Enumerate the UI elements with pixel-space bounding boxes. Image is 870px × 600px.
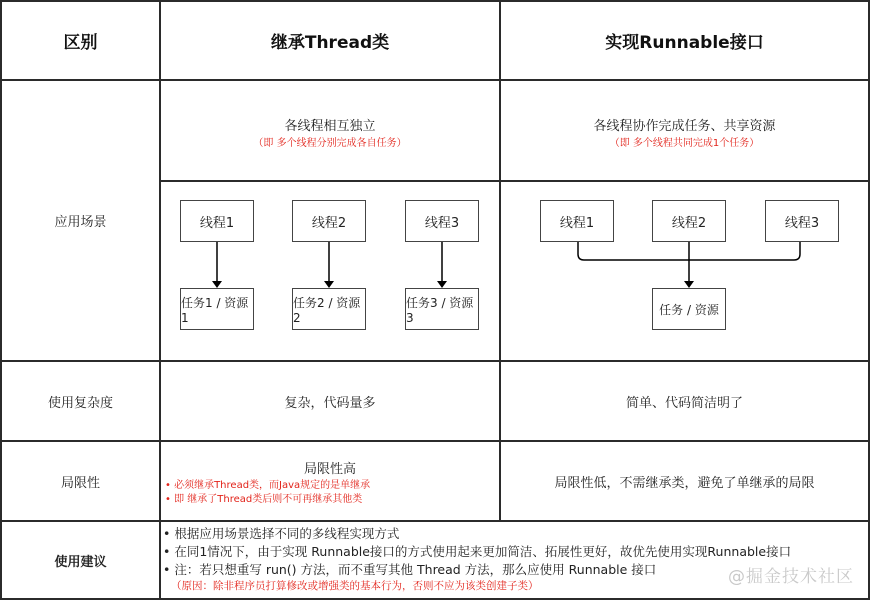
arrowhead-3 [437, 281, 447, 288]
advice-bullet-3-note: （原因：除非程序员打算修改或增强类的基本行为，否则不应为该类创建子类） [171, 580, 539, 592]
watermark: @掘金技术社区 [728, 567, 854, 587]
limitation-thread-main: 局限性高 [303, 462, 356, 477]
runnable-arrowhead [684, 281, 694, 288]
thread-box-1: 线程1 [180, 200, 254, 242]
shared-task-box: 任务 / 资源 [652, 288, 726, 330]
task-box-1: 任务1 / 资源1 [180, 288, 254, 330]
advice-bullet-1: • 根据应用场景选择不同的多线程实现方式 [163, 526, 400, 541]
arrowhead-2 [324, 281, 334, 288]
task-box-2: 任务2 / 资源2 [292, 288, 366, 330]
scenario-runnable-main: 各线程协作完成任务、共享资源 [593, 119, 776, 134]
complexity-runnable: 简单、代码简洁明了 [625, 395, 743, 411]
scenario-thread-main: 各线程相互独立 [284, 119, 376, 134]
limitation-runnable: 局限性低，不需继承类，避免了单继承的局限 [554, 475, 815, 491]
advice-bullet-2: • 在同1情况下，由于实现 Runnable接口的方式使用起来更加简洁、拓展性更好，故优先使用实现Runnable接口 [163, 544, 792, 559]
arrowhead-1 [212, 281, 222, 288]
complexity-thread: 复杂，代码量多 [284, 395, 376, 411]
scenario-runnable-note: （即 多个线程共同完成1个任务） [609, 138, 760, 149]
limitation-thread-note-2: • 即 继承了Thread类后则不可再继承其他类 [165, 494, 363, 505]
header-thread: 继承Thread类 [270, 33, 390, 53]
limitation-thread-note-1: • 必须继承Thread类，而Java规定的是单继承 [165, 480, 371, 491]
row-label-complexity: 使用复杂度 [47, 395, 113, 411]
runnable-thread-box-3: 线程3 [765, 200, 839, 242]
row-label-limitation: 局限性 [60, 475, 100, 491]
thread-box-2: 线程2 [292, 200, 366, 242]
thread-box-3: 线程3 [405, 200, 479, 242]
header-runnable: 实现Runnable接口 [605, 33, 764, 53]
scenario-thread-note: （即 多个线程分别完成各自任务） [253, 138, 407, 149]
header-diff: 区别 [63, 33, 98, 53]
row-label-advice: 使用建议 [54, 554, 107, 570]
advice-bullet-3: • 注：若只想重写 run() 方法，而不重写其他 Thread 方法，那么应使用 Runnable 接口 [163, 562, 657, 577]
runnable-thread-box-1: 线程1 [540, 200, 614, 242]
task-box-3: 任务3 / 资源3 [405, 288, 479, 330]
runnable-thread-box-2: 线程2 [652, 200, 726, 242]
row-label-scenario: 应用场景 [54, 215, 107, 230]
